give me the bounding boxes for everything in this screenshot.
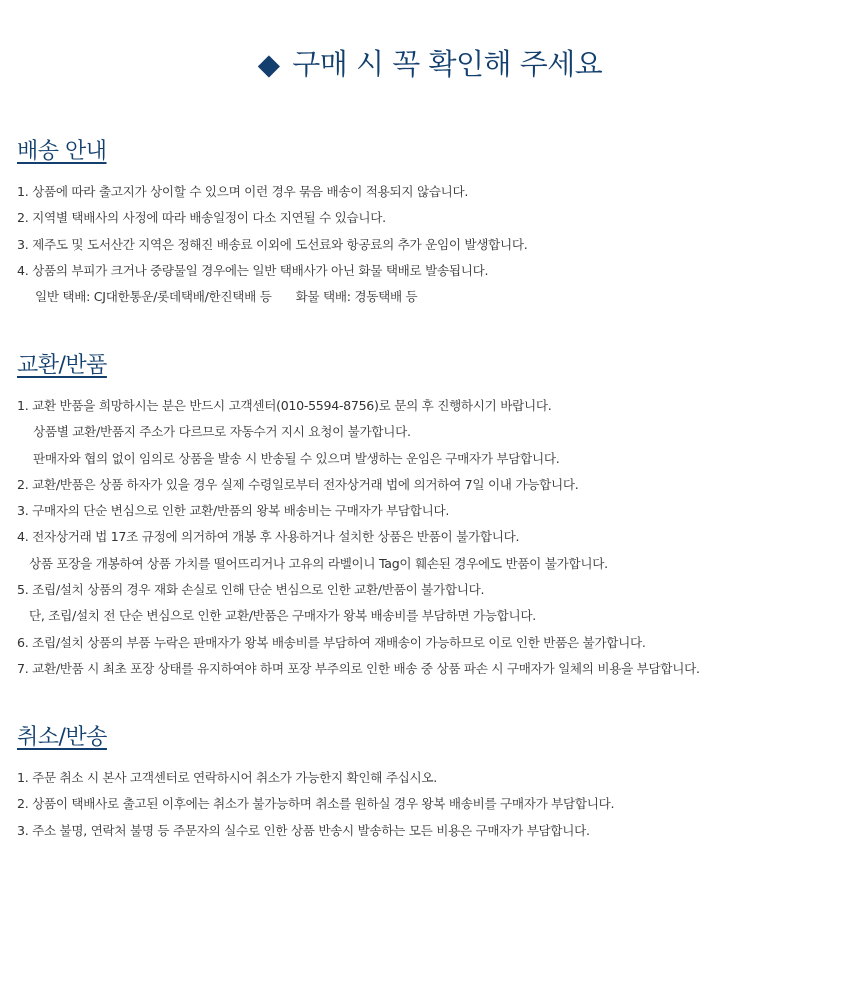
exchange-line-7: 상품 포장을 개봉하여 상품 가치를 떨어뜨리거나 고유의 라벨이니 Tag이 훼손된 경우에도 반품이 불가합니다. bbox=[29, 555, 608, 571]
shipping-item-3: 3. 제주도 및 도서산간 지역은 정해진 배송료 이외에 도선료와 항공료의 추가 운임이 발생합니다. bbox=[17, 236, 528, 252]
freight-carrier-note: 화물 택배: 경동택배 등 bbox=[295, 289, 418, 305]
exchange-line-6: 4. 전자상거래 법 17조 규정에 의거하여 개봉 후 사용하거나 설치한 상품은 반품이 불가합니다. bbox=[17, 529, 520, 545]
exchange-section bbox=[17, 348, 847, 682]
exchange-line-5: 3. 구매자의 단순 변심으로 인한 교환/반품의 왕복 배송비는 구매자가 부담합니다. bbox=[17, 503, 450, 519]
exchange-line-4: 2. 교환/반품은 상품 하자가 있을 경우 실제 수령일로부터 전자상거래 법에 의거하여 7일 이내 가능합니다. bbox=[17, 476, 579, 492]
exchange-line-1: 1. 교환 반품을 희망하시는 분은 반드시 고객센터(010-5594-8756)로 문의 후 진행하시기 바랍니다. bbox=[17, 398, 552, 413]
shipping-item-1: 1. 상품에 따라 출고지가 상이할 수 있으며 이런 경우 묶음 배송이 적용되지 않습니다. bbox=[17, 184, 469, 199]
general-carrier-note: 일반 택배: CJ대한통운/롯데택배/한진택배 등 bbox=[35, 289, 272, 305]
exchange-line-11: 7. 교환/반품 시 최초 포장 상태를 유지하여야 하며 포장 부주의로 인한 배송 중 상품 파손 시 구매자가 일체의 비용을 부담합니다. bbox=[17, 660, 700, 676]
shipping-item-2: 2. 지역별 택배사의 사정에 따라 배송일정이 다소 지연될 수 있습니다. bbox=[17, 210, 386, 226]
shipping-section bbox=[17, 134, 847, 310]
page-title-text: 구매 시 꼭 확인해 주세요 bbox=[292, 47, 603, 81]
shipping-carrier-note bbox=[17, 284, 847, 310]
exchange-line-3: 판매자와 협의 없이 임의로 상품을 발송 시 반송될 수 있으며 발생하는 운임은 구매자가 부담합니다. bbox=[33, 450, 560, 466]
cancel-heading: 취소/반송 bbox=[17, 725, 107, 750]
exchange-heading: 교환/반품 bbox=[17, 353, 107, 378]
shipping-item-4: 4. 상품의 부피가 크거나 중량물일 경우에는 일반 택배사가 아닌 화물 택배로 발송됩니다. bbox=[17, 262, 489, 278]
cancel-item-2: 2. 상품이 택배사로 출고된 이후에는 취소가 불가능하며 취소를 원하실 경우 왕복 배송비를 구매자가 부담합니다. bbox=[17, 796, 615, 812]
exchange-line-10: 6. 조립/설치 상품의 부품 누락은 판매자가 왕복 배송비를 부담하여 재배송이 가능하므로 이로 인한 반품은 불가합니다. bbox=[17, 634, 646, 650]
cancel-section bbox=[17, 720, 847, 844]
shipping-heading: 배송 안내 bbox=[17, 139, 107, 164]
cancel-item-1: 1. 주문 취소 시 본사 고객센터로 연락하시어 취소가 가능한지 확인해 주십시오. bbox=[17, 770, 437, 785]
exchange-line-2: 상품별 교환/반품지 주소가 다르므로 자동수거 지시 요청이 불가합니다. bbox=[33, 424, 411, 440]
diamond-icon: ◆ bbox=[257, 47, 280, 81]
exchange-line-8: 5. 조립/설치 상품의 경우 재화 손실로 인해 단순 변심으로 인한 교환/반품이 불가합니다. bbox=[17, 582, 485, 598]
exchange-line-9: 단, 조립/설치 전 단순 변심으로 인한 교환/반품은 구매자가 왕복 배송비를 부담하면 가능합니다. bbox=[29, 608, 536, 624]
page-title bbox=[0, 42, 860, 83]
cancel-item-3: 3. 주소 불명, 연락처 불명 등 주문자의 실수로 인한 상품 반송시 발송하는 모든 비용은 구매자가 부담합니다. bbox=[17, 822, 590, 838]
